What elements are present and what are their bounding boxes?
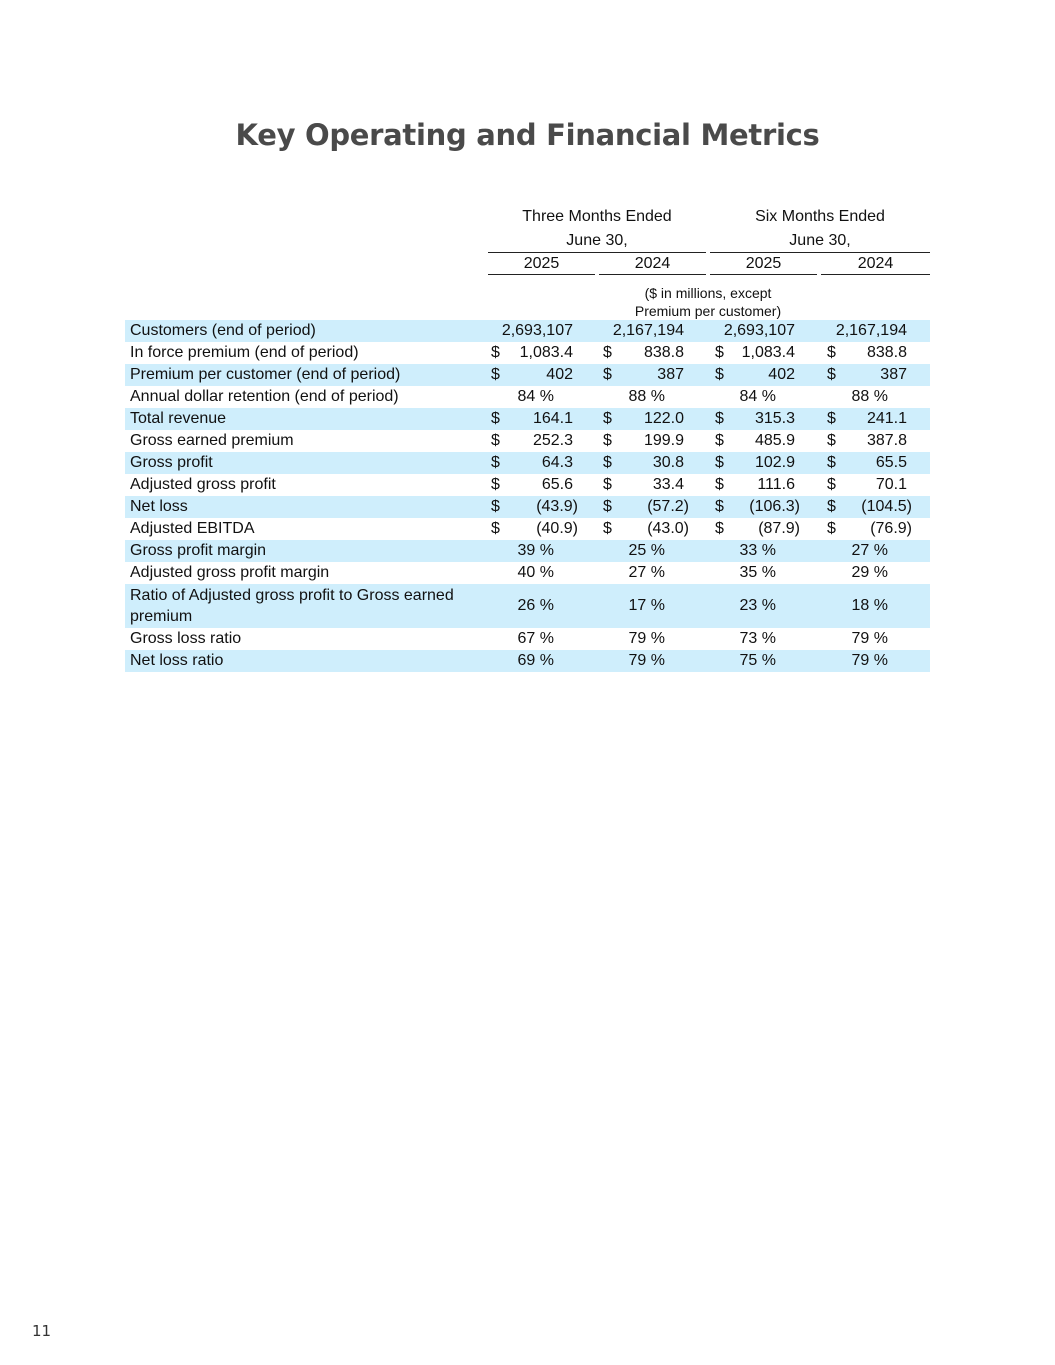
table-row bbox=[125, 386, 930, 408]
group-header-six-months bbox=[710, 208, 930, 250]
currency-symbol: $ bbox=[603, 476, 612, 493]
metric-value: 2,167,194 bbox=[835, 322, 907, 339]
currency-symbol: $ bbox=[715, 454, 724, 471]
currency-symbol: $ bbox=[491, 432, 500, 449]
year-rule bbox=[599, 274, 706, 275]
metric-value: 73 % bbox=[739, 630, 776, 647]
table-row bbox=[125, 474, 930, 496]
metric-value: 111.6 bbox=[757, 476, 795, 493]
group-header-three-months bbox=[488, 208, 706, 250]
currency-symbol: $ bbox=[603, 432, 612, 449]
metric-value: 69 % bbox=[517, 652, 554, 669]
page-title: Key Operating and Financial Metrics bbox=[235, 118, 820, 152]
row-label: Gross profit bbox=[130, 454, 213, 471]
currency-symbol: $ bbox=[603, 410, 612, 427]
metric-value: (40.9) bbox=[536, 520, 578, 537]
metric-value: 79 % bbox=[851, 652, 888, 669]
metric-value: 241.1 bbox=[866, 410, 907, 427]
currency-symbol: $ bbox=[827, 454, 836, 471]
metric-value: 64.3 bbox=[541, 454, 573, 471]
currency-symbol: $ bbox=[715, 344, 724, 361]
row-label: Premium per customer (end of period) bbox=[130, 366, 401, 383]
row-label: Gross profit margin bbox=[130, 542, 267, 559]
metric-value: 387.8 bbox=[866, 432, 907, 449]
units-note-line2: Premium per customer) bbox=[634, 303, 782, 319]
row-label: Net loss bbox=[130, 498, 188, 515]
currency-symbol: $ bbox=[827, 520, 836, 537]
currency-symbol: $ bbox=[715, 498, 724, 515]
table-row bbox=[125, 628, 930, 650]
row-label: In force premium (end of period) bbox=[130, 344, 359, 361]
metric-value: 315.3 bbox=[754, 410, 795, 427]
metric-value: 199.9 bbox=[643, 432, 684, 449]
metric-value: 84 % bbox=[517, 388, 554, 405]
metric-value: 65.6 bbox=[541, 476, 573, 493]
metric-value: 402 bbox=[546, 366, 573, 383]
metric-value: 35 % bbox=[739, 564, 776, 581]
units-note-line1: ($ in millions, except bbox=[644, 285, 772, 301]
metric-value: 18 % bbox=[851, 597, 888, 614]
currency-symbol: $ bbox=[603, 520, 612, 537]
metric-value: 40 % bbox=[517, 564, 554, 581]
row-label: Ratio of Adjusted gross profit to Gross earned premium bbox=[130, 587, 454, 625]
metric-value: 387 bbox=[880, 366, 907, 383]
metric-value: 838.8 bbox=[643, 344, 684, 361]
metric-value: 387 bbox=[657, 366, 684, 383]
year-rule bbox=[710, 274, 817, 275]
currency-symbol: $ bbox=[715, 410, 724, 427]
metric-value: 27 % bbox=[628, 564, 665, 581]
currency-symbol: $ bbox=[603, 498, 612, 515]
currency-symbol: $ bbox=[491, 498, 500, 515]
row-label: Adjusted gross profit bbox=[130, 476, 276, 493]
metric-value: 88 % bbox=[628, 388, 665, 405]
row-label: Customers (end of period) bbox=[130, 322, 316, 339]
table-row bbox=[125, 496, 930, 518]
table-row bbox=[125, 430, 930, 452]
metric-value: 30.8 bbox=[652, 454, 684, 471]
metric-value: 79 % bbox=[628, 630, 665, 647]
metric-value: 26 % bbox=[517, 597, 554, 614]
currency-symbol: $ bbox=[827, 432, 836, 449]
metric-value: 122.0 bbox=[643, 410, 684, 427]
metric-value: (43.0) bbox=[647, 520, 689, 537]
units-note bbox=[588, 284, 828, 320]
metric-value: 164.1 bbox=[532, 410, 573, 427]
table-row bbox=[125, 518, 930, 540]
metric-value: 23 % bbox=[739, 597, 776, 614]
metric-value: 39 % bbox=[517, 542, 554, 559]
table-row bbox=[125, 584, 930, 628]
metric-value: 88 % bbox=[851, 388, 888, 405]
table-row bbox=[125, 408, 930, 430]
currency-symbol: $ bbox=[491, 344, 500, 361]
metric-value: 79 % bbox=[851, 630, 888, 647]
table-row bbox=[125, 562, 930, 584]
metric-value: 75 % bbox=[739, 652, 776, 669]
metric-value: (76.9) bbox=[870, 520, 912, 537]
table-row bbox=[125, 342, 930, 364]
currency-symbol: $ bbox=[827, 498, 836, 515]
metrics-table bbox=[125, 320, 930, 672]
table-row bbox=[125, 452, 930, 474]
metric-value: 67 % bbox=[517, 630, 554, 647]
metric-value: (87.9) bbox=[758, 520, 800, 537]
currency-symbol: $ bbox=[715, 432, 724, 449]
currency-symbol: $ bbox=[603, 344, 612, 361]
year-rule bbox=[488, 274, 595, 275]
metric-value: 102.9 bbox=[754, 454, 795, 471]
currency-symbol: $ bbox=[827, 344, 836, 361]
currency-symbol: $ bbox=[715, 520, 724, 537]
metric-value: 2,167,194 bbox=[612, 322, 684, 339]
currency-symbol: $ bbox=[491, 476, 500, 493]
group-header-line2: June 30, bbox=[789, 232, 851, 249]
metric-value: 252.3 bbox=[532, 432, 573, 449]
row-label: Adjusted gross profit margin bbox=[130, 564, 330, 581]
metric-value: (43.9) bbox=[536, 498, 578, 515]
metric-value: 27 % bbox=[851, 542, 888, 559]
page-number: 11 bbox=[32, 1322, 52, 1340]
metric-value: 29 % bbox=[851, 564, 888, 581]
currency-symbol: $ bbox=[491, 520, 500, 537]
table-row bbox=[125, 540, 930, 562]
year-header: 2025 bbox=[745, 255, 782, 272]
metric-value: 838.8 bbox=[866, 344, 907, 361]
currency-symbol: $ bbox=[603, 366, 612, 383]
row-label: Total revenue bbox=[130, 410, 227, 427]
row-label: Net loss ratio bbox=[130, 652, 224, 669]
metric-value: 33 % bbox=[739, 542, 776, 559]
metric-value: (57.2) bbox=[647, 498, 689, 515]
metric-value: 485.9 bbox=[754, 432, 795, 449]
currency-symbol: $ bbox=[827, 476, 836, 493]
currency-symbol: $ bbox=[491, 410, 500, 427]
year-header: 2025 bbox=[523, 255, 560, 272]
metric-value: 65.5 bbox=[875, 454, 907, 471]
row-label: Annual dollar retention (end of period) bbox=[130, 388, 399, 405]
metric-value: 17 % bbox=[628, 597, 665, 614]
metric-value: 25 % bbox=[628, 542, 665, 559]
group-rule bbox=[710, 252, 930, 253]
metric-value: 2,693,107 bbox=[501, 322, 573, 339]
metric-value: 79 % bbox=[628, 652, 665, 669]
metric-value: 2,693,107 bbox=[723, 322, 795, 339]
year-rule bbox=[821, 274, 930, 275]
group-header-line1: Six Months Ended bbox=[755, 208, 885, 225]
currency-symbol: $ bbox=[715, 476, 724, 493]
metric-value: 84 % bbox=[739, 388, 776, 405]
year-header: 2024 bbox=[634, 255, 671, 272]
metric-value: 1,083.4 bbox=[519, 344, 573, 361]
currency-symbol: $ bbox=[491, 366, 500, 383]
metric-value: (104.5) bbox=[861, 498, 912, 515]
group-header-line1: Three Months Ended bbox=[522, 208, 672, 225]
row-label: Adjusted EBITDA bbox=[130, 520, 255, 537]
table-row bbox=[125, 364, 930, 386]
currency-symbol: $ bbox=[603, 454, 612, 471]
metric-value: 402 bbox=[768, 366, 795, 383]
group-rule bbox=[488, 252, 706, 253]
metric-value: (106.3) bbox=[749, 498, 800, 515]
currency-symbol: $ bbox=[715, 366, 724, 383]
group-header-line2: June 30, bbox=[566, 232, 628, 249]
metric-value: 33.4 bbox=[652, 476, 684, 493]
currency-symbol: $ bbox=[491, 454, 500, 471]
metric-value: 70.1 bbox=[875, 476, 907, 493]
row-label: Gross loss ratio bbox=[130, 630, 242, 647]
metric-value: 1,083.4 bbox=[741, 344, 795, 361]
currency-symbol: $ bbox=[827, 410, 836, 427]
year-header: 2024 bbox=[857, 255, 894, 272]
table-row bbox=[125, 320, 930, 342]
currency-symbol: $ bbox=[827, 366, 836, 383]
table-row bbox=[125, 650, 930, 672]
row-label: Gross earned premium bbox=[130, 432, 294, 449]
